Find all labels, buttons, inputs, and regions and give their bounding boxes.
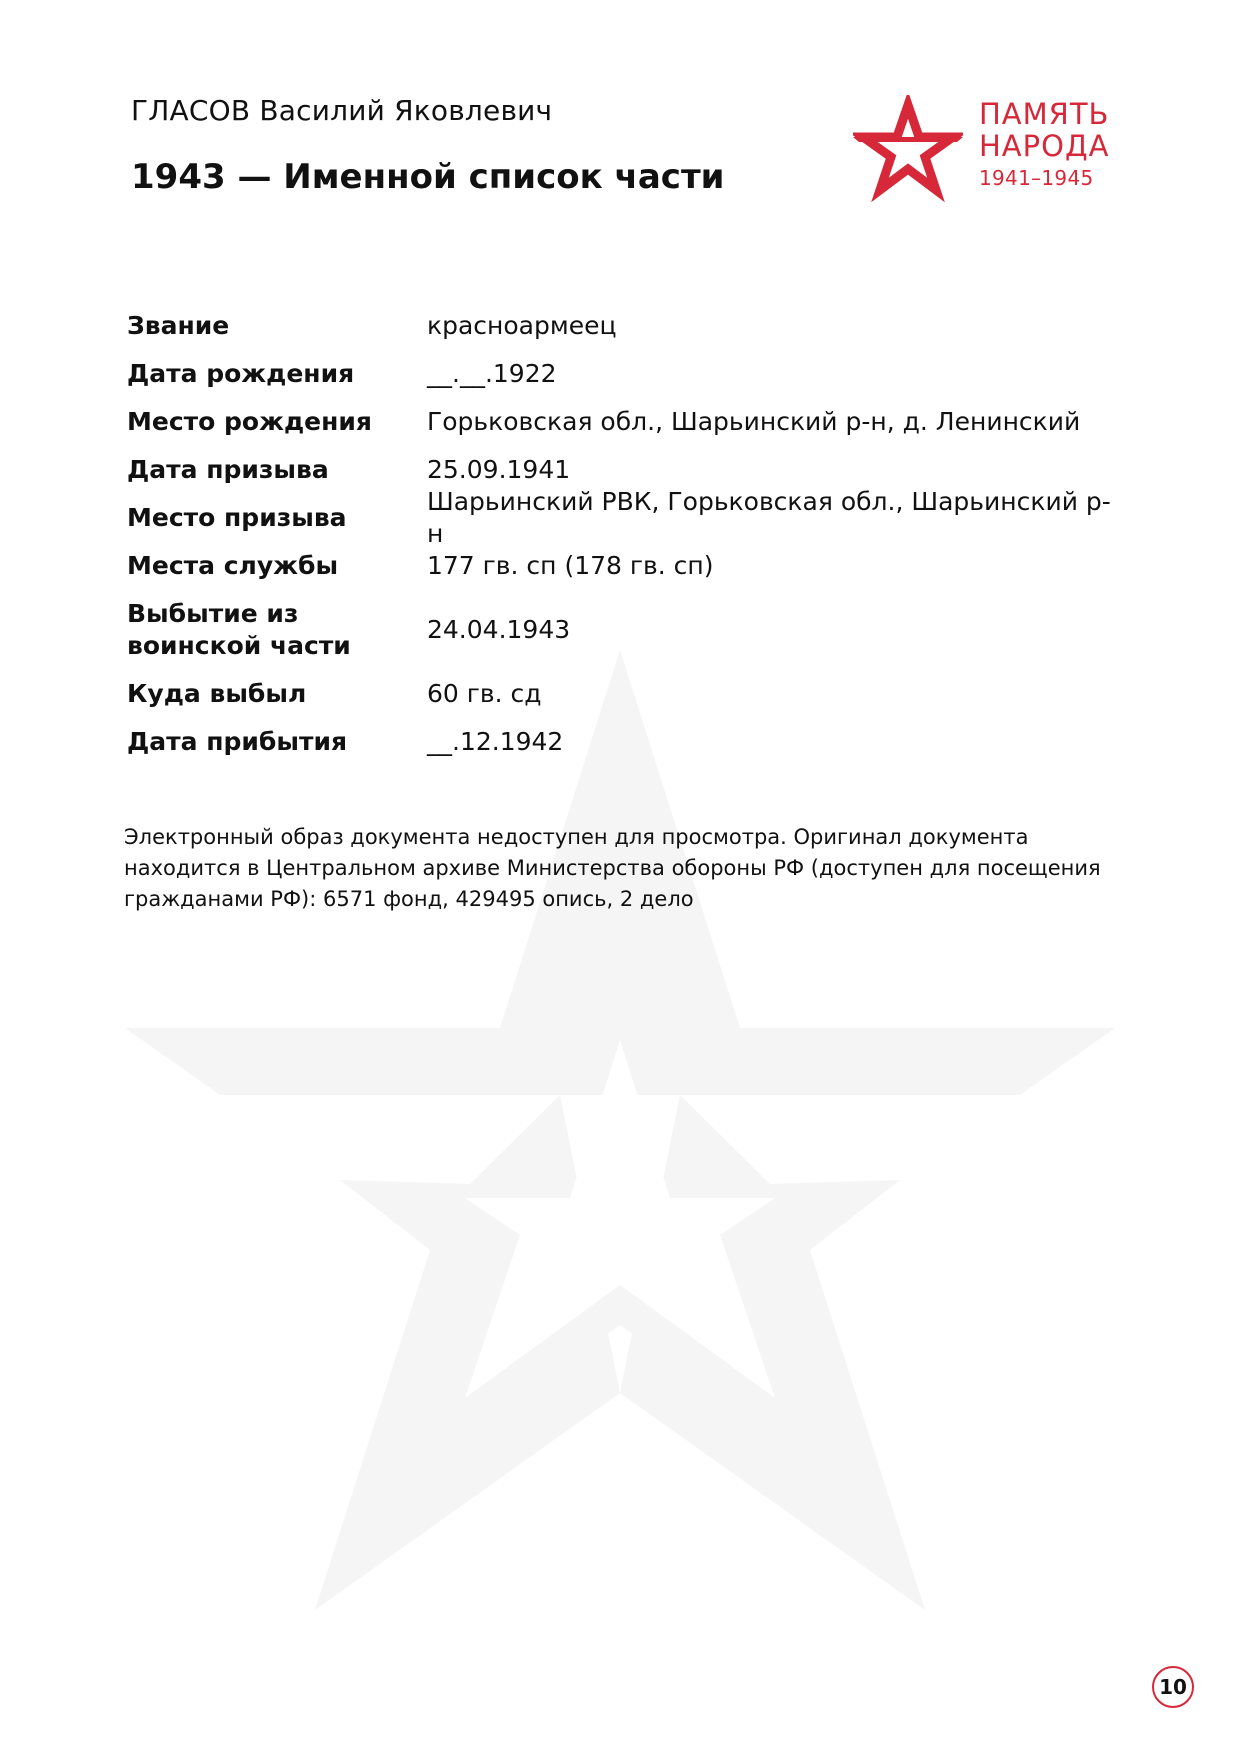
document-title: 1943 — Именной список части [131,157,725,197]
field-row-rank [127,302,1127,350]
field-row-departed-to [127,670,1127,718]
logo-line-2: НАРОДА [979,129,1110,163]
logo-years: 1941–1945 [979,166,1094,190]
logo-text [979,97,1110,190]
field-label: Место призыва [127,503,347,532]
field-value: 24.04.1943 [427,615,571,644]
field-row-unit-departure [127,590,1127,670]
field-label: Дата прибытия [127,727,348,756]
field-value: красноармеец [427,311,617,340]
field-row-birth-place [127,398,1127,446]
field-label: Дата призыва [127,455,329,484]
field-value: 60 гв. сд [427,679,542,708]
field-row-draft-place [127,487,1127,548]
logo-line-1: ПАМЯТЬ [979,97,1110,131]
page-number: 10 [1152,1666,1194,1708]
field-row-arrival-date [127,718,1127,766]
field-label: Звание [127,311,230,340]
field-label: Места службы [127,551,339,580]
record-fields [127,302,1127,766]
field-row-birth-date [127,350,1127,398]
archive-note: Электронный образ документа недоступен для просмотра. Оригинал документа находится в Центральном архиве Министерства обороны РФ (доступен для посещения гражданами РФ): 6571 фонд, 429495 опись, 2 дело [124,825,1101,911]
field-value: __.__.1922 [427,359,557,388]
field-value: __.12.1942 [427,727,564,756]
pamyat-naroda-logo [853,95,1133,205]
field-value: Шарьинский РВК, Горьковская обл., Шарьинский р-н [427,487,1111,548]
field-label: Куда выбыл [127,679,307,708]
field-label: Выбытие из воинской части [127,599,351,660]
field-value: Горьковская обл., Шарьинский р-н, д. Ленинский [427,407,1081,436]
person-name: ГЛАСОВ Василий Яковлевич [131,94,553,127]
field-label: Дата рождения [127,359,355,388]
field-label: Место рождения [127,407,372,436]
red-star-icon [853,95,963,205]
field-row-service-places [127,542,1127,590]
field-value: 25.09.1941 [427,455,571,484]
field-value: 177 гв. сп (178 гв. сп) [427,551,714,580]
